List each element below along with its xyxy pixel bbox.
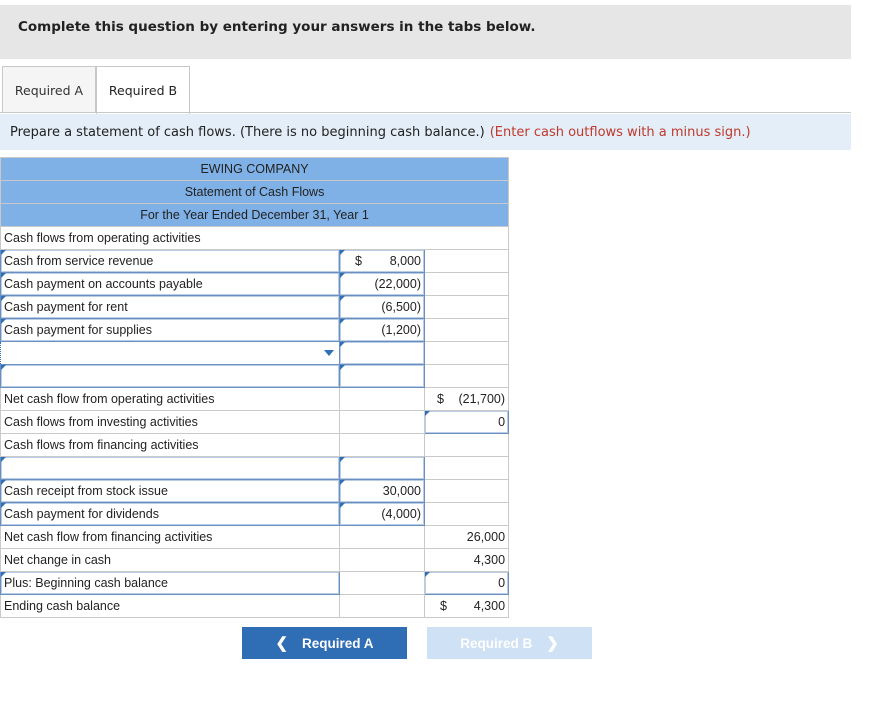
operating-header: Cash flows from operating activities [1,227,509,250]
instructions-note: (Enter cash outflows with a minus sign.) [489,124,751,140]
banner-text: Complete this question by entering your answers in the tabs below. [18,19,536,35]
table-row [1,434,509,457]
next-required-b-button[interactable] [427,627,592,659]
empty-amount-input[interactable] [340,457,425,480]
chevron-left-icon: ❮ [275,635,289,652]
empty-label-input[interactable] [1,365,340,388]
tab-divider [0,112,851,113]
company-name: EWING COMPANY [1,158,509,181]
operating-item-label[interactable]: Cash payment for supplies [1,319,340,342]
operating-item-label[interactable]: Cash payment on accounts payable [1,273,340,296]
amount-value: (21,700) [458,392,506,406]
financing-item-amount[interactable]: 30,000 [340,480,425,503]
table-row [1,503,509,526]
empty-amount-input[interactable] [340,342,425,365]
instructions-text: Prepare a statement of cash flows. (There is no beginning cash balance.) [10,124,485,140]
table-row [1,342,509,365]
amount-value: 4,300 [473,599,506,613]
investing-total-input[interactable]: 0 [425,411,509,434]
beginning-balance-label[interactable]: Plus: Beginning cash balance [1,572,340,595]
table-row [1,595,509,618]
next-button-label: Required B [460,635,533,651]
chevron-down-icon[interactable] [324,350,334,356]
operating-item-label[interactable]: Cash from service revenue [1,250,340,273]
table-row [1,388,509,411]
investing-header: Cash flows from investing activities [1,411,340,434]
net-change-amount: 4,300 [425,549,509,572]
financing-item-label[interactable]: Cash receipt from stock issue [1,480,340,503]
table-row [1,365,509,388]
chevron-right-icon: ❯ [546,635,559,652]
table-row [1,411,509,434]
cash-flow-statement [0,157,509,618]
operating-item-label[interactable]: Cash payment for rent [1,296,340,319]
operating-item-amount[interactable]: (1,200) [340,319,425,342]
instructions-bar [0,114,851,150]
table-row [1,273,509,296]
operating-item-amount[interactable] [340,250,425,273]
statement-title: Statement of Cash Flows [1,181,509,204]
currency-symbol: $ [437,392,444,406]
table-row [1,526,509,549]
net-financing-label: Net cash flow from financing activities [1,526,340,549]
operating-item-amount[interactable]: (6,500) [340,296,425,319]
prev-required-a-button[interactable] [242,627,407,659]
tab-required-b[interactable]: Required B [96,66,190,114]
table-row [1,572,509,595]
financing-item-amount[interactable]: (4,000) [340,503,425,526]
prev-button-label: Required A [302,635,374,651]
table-row [1,319,509,342]
table-row [1,457,509,480]
table-row [1,296,509,319]
net-operating-amount [425,388,509,411]
amount-value: 8,000 [389,254,421,268]
ending-balance-amount [425,595,509,618]
tab-required-a[interactable]: Required A [2,66,96,113]
empty-label-input[interactable] [1,457,340,480]
statement-period: For the Year Ended December 31, Year 1 [1,204,509,227]
empty-amount-input[interactable] [340,365,425,388]
currency-symbol: $ [440,599,447,613]
operating-item-amount[interactable]: (22,000) [340,273,425,296]
net-change-label: Net change in cash [1,549,340,572]
account-dropdown[interactable] [1,342,340,365]
beginning-balance-input[interactable]: 0 [425,572,509,595]
table-row [1,549,509,572]
ending-balance-label: Ending cash balance [1,595,340,618]
net-financing-amount: 26,000 [425,526,509,549]
financing-item-label[interactable]: Cash payment for dividends [1,503,340,526]
table-row [1,250,509,273]
currency-symbol: $ [355,254,362,268]
table-row [1,480,509,503]
instruction-banner [0,5,851,59]
table-row [1,227,509,250]
net-operating-label: Net cash flow from operating activities [1,388,340,411]
financing-header: Cash flows from financing activities [1,434,340,457]
